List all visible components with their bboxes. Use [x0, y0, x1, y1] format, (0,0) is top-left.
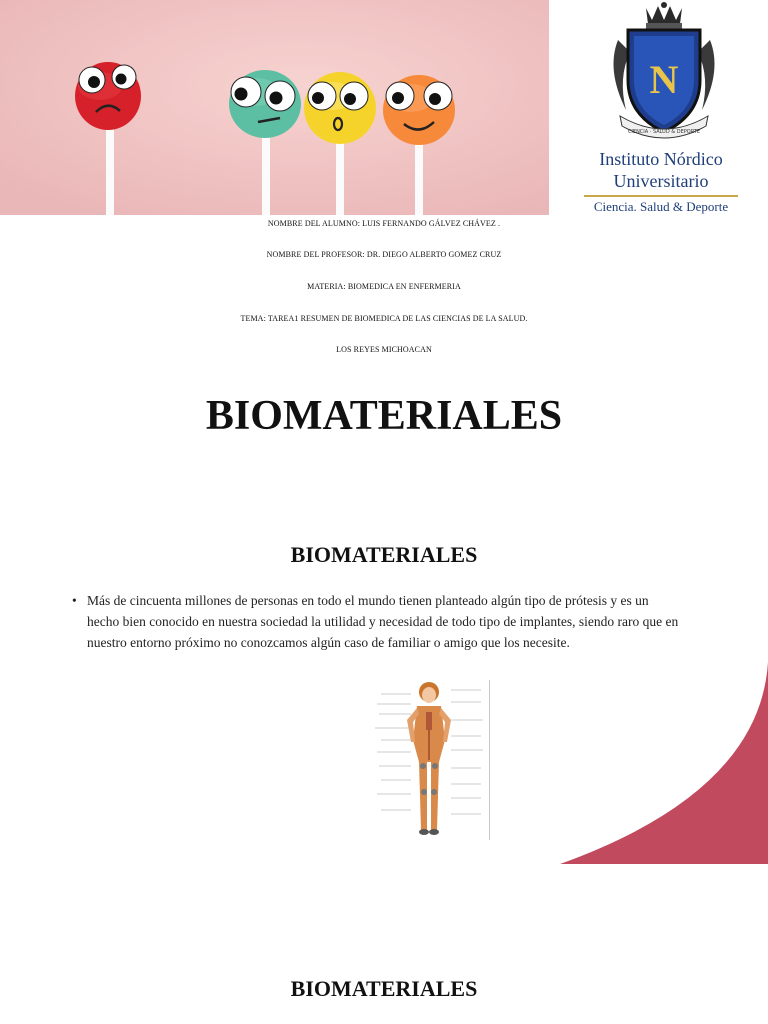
slide-content	[0, 432, 768, 864]
logo-line-1: Instituto Nórdico	[599, 149, 723, 169]
logo-wordmark	[566, 148, 756, 215]
illustration-border	[489, 680, 490, 840]
logo-letter: N	[649, 57, 679, 102]
lollipops-photo	[0, 0, 549, 215]
student-name: NOMBRE DEL ALUMNO: LUIS FERNANDO GÁLVEZ CHÁVEZ .	[267, 219, 501, 228]
subject: MATERIA: BIOMEDICA EN ENFERMERIA	[307, 282, 461, 291]
logo-rule	[584, 195, 738, 197]
slide3-title: BIOMATERIALES	[290, 976, 478, 1001]
slide-cover	[0, 0, 768, 432]
bullet-marker: •	[72, 593, 77, 608]
professor-name: NOMBRE DEL PROFESOR: DR. DIEGO ALBERTO GOMEZ CRUZ	[266, 250, 502, 259]
logo-slogan: Ciencia. Salud & Deporte	[593, 199, 729, 214]
anatomy-illustration	[371, 680, 491, 840]
slide2-title: BIOMATERIALES	[290, 542, 478, 567]
logo-banner-text: CIENCIA · SALUD & DEPORTE	[627, 129, 701, 135]
bullet-paragraph	[72, 590, 682, 653]
cover-title: BIOMATERIALES	[205, 393, 563, 432]
topic: TEMA: TAREA1 RESUMEN DE BIOMEDICA DE LAS CIENCIAS DE LA SALUD.	[240, 314, 528, 323]
logo-line-2: Universitario	[613, 171, 709, 191]
bullet-text: Más de cincuenta millones de personas en todo el mundo tienen planteado algún tipo de prótesis y es un hecho bien conocido en nuestra sociedad la utilidad y necesidad de todo tipo de implantes, siendo raro que en nuestro entorno próximo no conozcamos algún caso de familiar o amigo que los necesite.	[87, 593, 679, 650]
slide-next	[0, 864, 768, 1024]
place: LOS REYES MICHOACAN	[336, 345, 432, 354]
